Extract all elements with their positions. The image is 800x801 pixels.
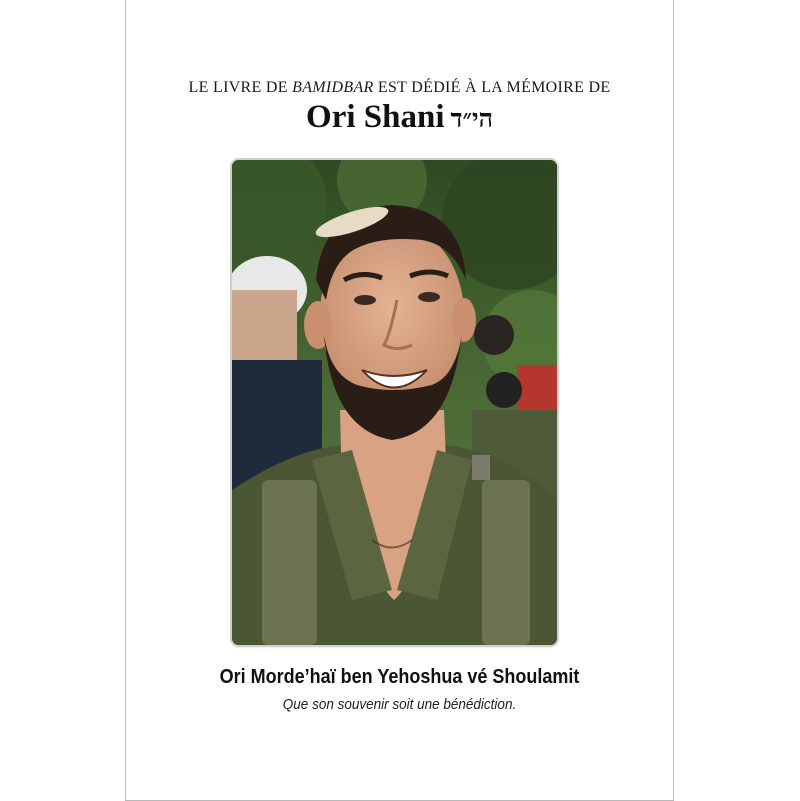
dedication-line bbox=[126, 79, 673, 97]
portrait-illustration bbox=[232, 160, 557, 645]
book-title: BAMIDBAR bbox=[292, 79, 374, 96]
honoree-name-line bbox=[126, 99, 673, 136]
honoree-name: Ori Shani bbox=[306, 99, 445, 135]
portrait-photo bbox=[232, 160, 557, 645]
honoree-full-name: Ori Morde’haï ben Yehoshua vé Shoulamit bbox=[219, 666, 580, 688]
memorial-blessing: Que son souvenir soit une bénédiction. bbox=[282, 696, 517, 713]
hebrew-memorial-abbreviation: הי״ד bbox=[450, 106, 493, 133]
book-page bbox=[125, 0, 674, 801]
dedication-prefix: LE LIVRE DE bbox=[188, 79, 293, 96]
dedication-suffix: EST DÉDIÉ À LA MÉMOIRE DE bbox=[373, 79, 611, 96]
